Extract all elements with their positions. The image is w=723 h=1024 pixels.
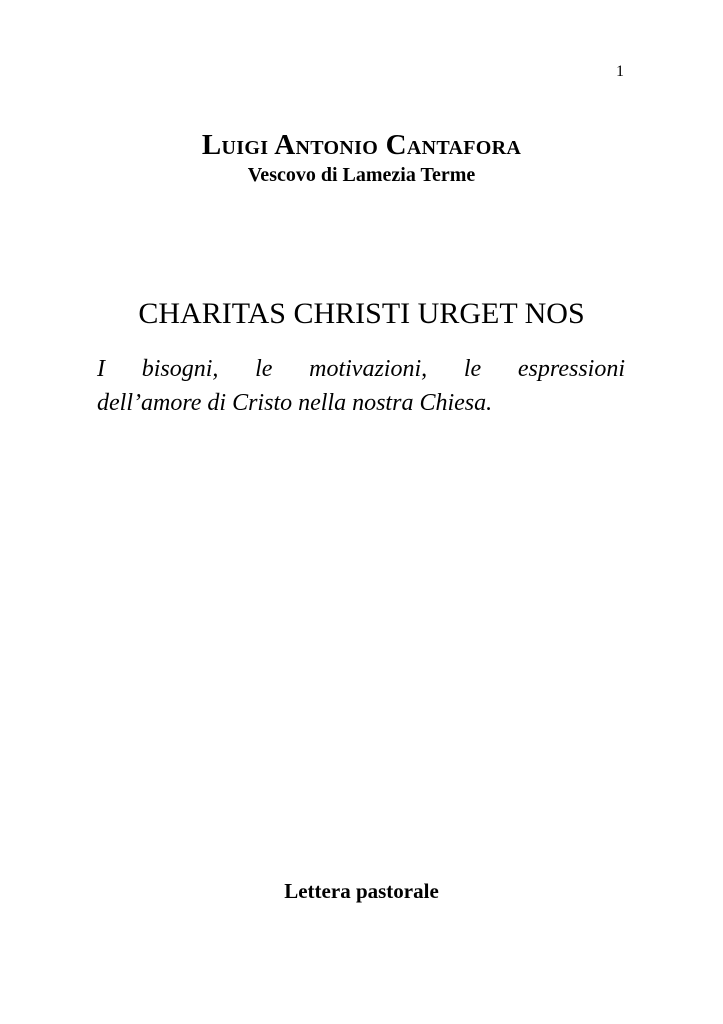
subtitle-line-1: I bisogni, le motivazioni, le espressioni [97,356,625,382]
author-block [0,128,723,188]
document-subtitle [97,352,625,420]
author-role: Vescovo di Lamezia Terme [247,164,476,186]
author-name: Luigi Antonio Cantafora [201,129,522,161]
document-type-label: Lettera pastorale [284,879,439,903]
document-title: CHARITAS CHRISTI URGET NOS [138,297,585,330]
page-number: 1 [616,63,624,80]
subtitle-line-2: dell’amore di Cristo nella nostra Chiesa. [97,390,493,416]
